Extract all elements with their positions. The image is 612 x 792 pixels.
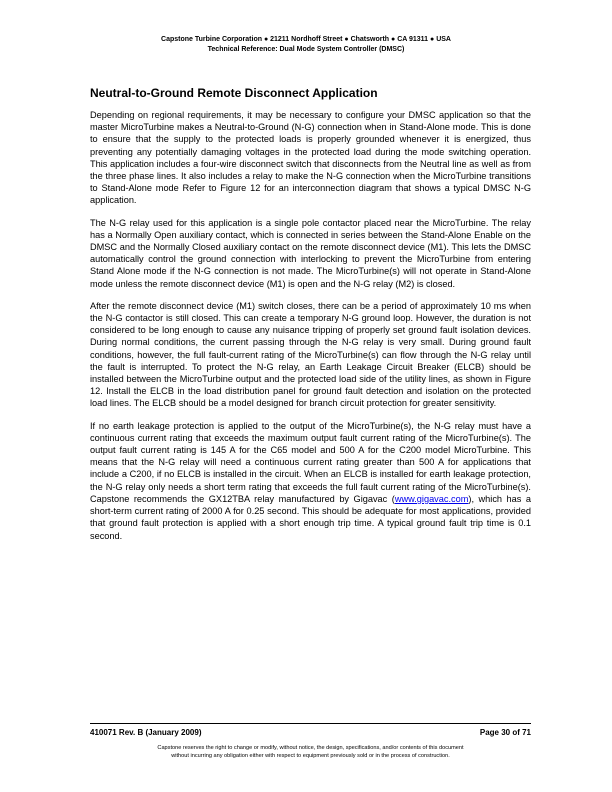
footer-page-number: Page 30 of 71 [479,728,531,737]
paragraph-earth-leakage [90,420,531,542]
paragraph-earth-leakage-part2: ), which has a short-term current rating of 2000 A for 0.25 second. This should be adequate for most applications, provided that ground fault protection is applied with a short enough trip time. A typical ground fault trip time is 0.1 second. [90,493,531,541]
section-title: Neutral-to-Ground Remote Disconnect Application [90,86,378,100]
paragraph-ground-loop: After the remote disconnect device (M1) switch closes, there can be a period of approximately 10 ms when the N-G contactor is still closed. This can create a temporary N-G ground loop. However, the duration is not considered to be long enough to cause any nuisance tripping of properly set ground fault isolation devices. During normal conditions, the current passing through the N-G relay is very small. During ground fault conditions, however, the full fault-current rating of the MicroTurbine(s) can flow through the N-G relay until the fault is interrupted. To protect the N-G relay, an Earth Leakage Circuit Breaker (ELCB) should be installed between the MicroTurbine output and the protected load side of the utility lines, as shown in Figure 12. Install the ELCB in the load distribution panel for ground fault detection and isolation on the protected load lines. The ELCB should be a model designed for branch circuit protection for greater sensitivity. [90,300,531,409]
footer-document-id: 410071 Rev. B (January 2009) [90,728,202,737]
footer-disclaimer-line1: Capstone reserves the right to change or modify, without notice, the design, specifications, and/or contents of this document [157,745,464,751]
header-reference-line: Technical Reference: Dual Mode System Controller (DMSC) [207,46,405,53]
paragraph-earth-leakage-part1: If no earth leakage protection is applied to the output of the MicroTurbine(s), the N-G relay must have a continuous current rating that exceeds the maximum output fault current rating of the MicroTurbine(s). The output fault current rating is 145 A for the C65 model and 500 A for the C200 model MicroTurbine. This means that the N-G relay will need a continuous current rating greater than 500 A for applications that include a C200, if no ELCB is installed in the circuit. When an ELCB is installed for earth leakage protection, the N-G relay only needs a short term rating that exceeds the full fault current rating of the MicroTurbine(s). Capstone recommends the GX12TBA relay manufactured by Gigavac ( [90,420,531,504]
gigavac-link[interactable]: www.gigavac.com [394,493,469,504]
footer-divider [90,723,531,724]
footer-disclaimer [90,744,531,760]
footer-disclaimer-line2: without incurring any obligation either with respect to equipment previously sold or in the process of construction. [171,753,450,759]
paragraph-intro: Depending on regional requirements, it may be necessary to configure your DMSC application so that the master MicroTurbine makes a Neutral-to-Ground (N-G) connection when in Stand-Alone mode. This is done to ensure that the supply to the protected loads is properly grounded whenever it is energized, thus preventing any potentially damaging voltages in the protected load during the mode switching operation. This application includes a four-wire disconnect switch that disconnects from the Neutral line as well as from the three phase lines. It also includes a relay to make the N-G connection when the MicroTurbine transitions to Stand-Alone mode Refer to Figure 12 for an interconnection diagram that shows a typical DMSC N-G application. [90,110,531,206]
page-header [0,35,612,55]
paragraph-ng-relay: The N-G relay used for this application is a single pole contactor placed near the MicroTurbine. The relay has a Normally Open auxiliary contact, which is connected in series between the Stand-Alone Enable on the DMSC and the Normally Closed auxiliary contact on the remote disconnect device (M1). This lets the DMSC automatically control the ground connection with interlocking to prevent the MicroTurbine from entering Stand Alone mode if the N-G connection is not made. The MicroTurbine(s) will not operate in Stand-Alone mode unless the remote disconnect device (M1) is open and the N-G relay (M2) is closed. [90,217,531,289]
header-company-line: Capstone Turbine Corporation ● 21211 Nordhoff Street ● Chatsworth ● CA 91311 ● USA [161,36,451,43]
document-body [90,109,531,552]
